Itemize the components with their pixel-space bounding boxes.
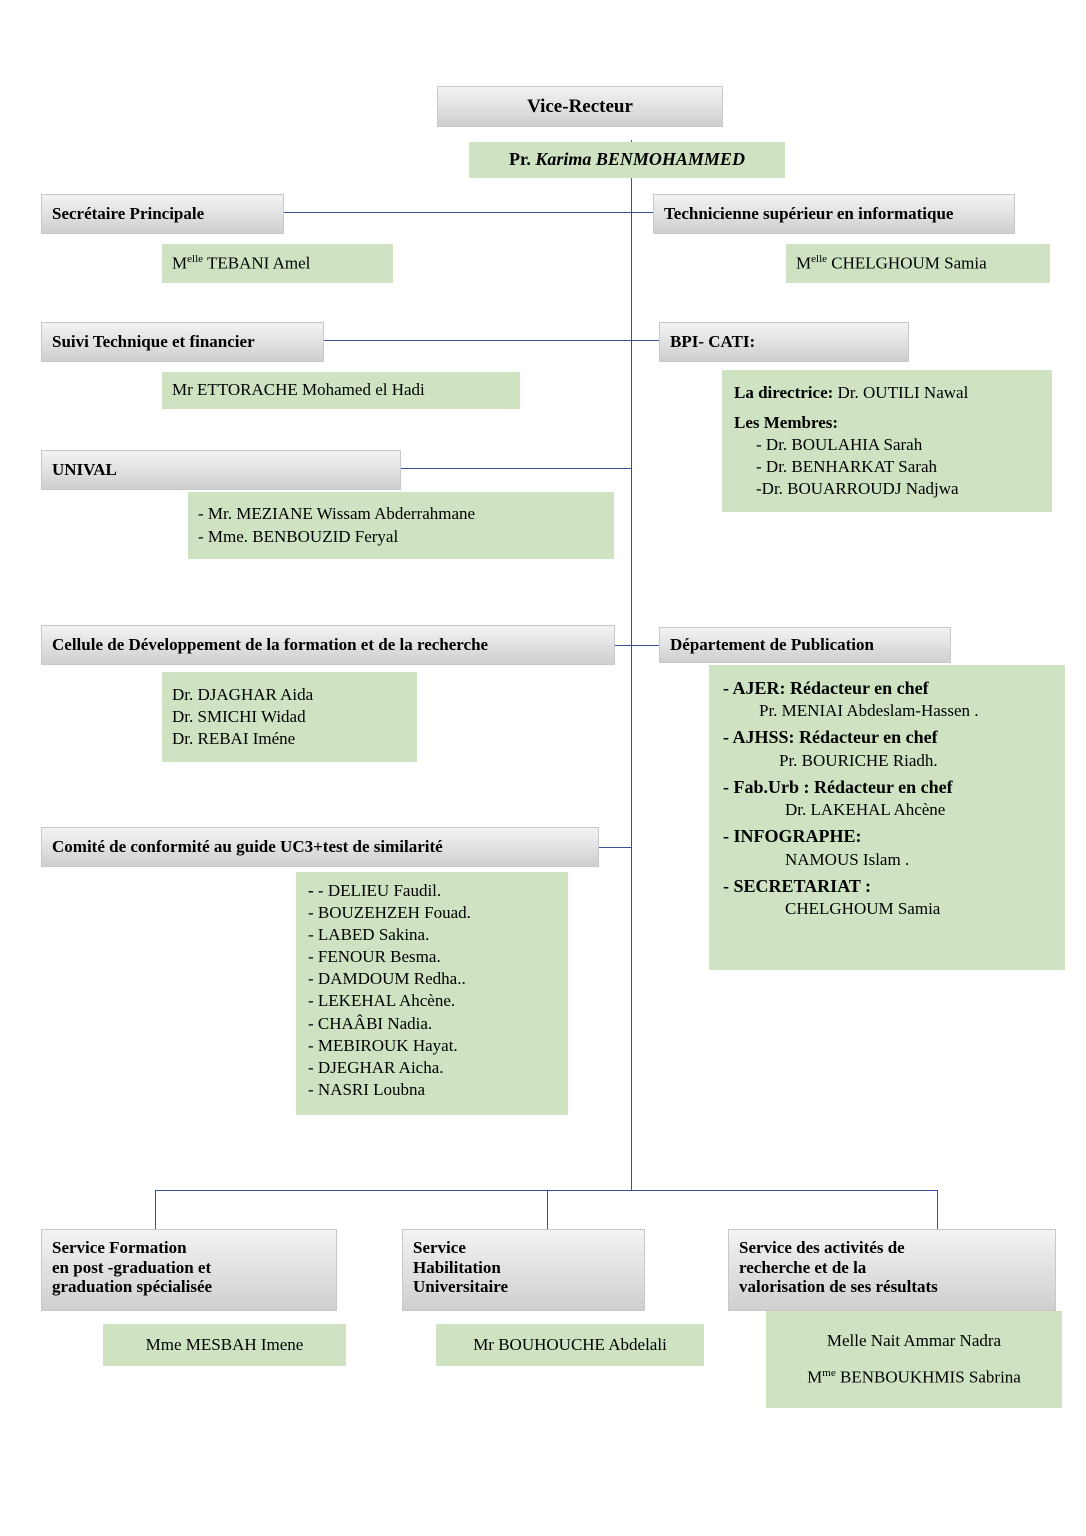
comite-member-3: - LABED Sakina. xyxy=(308,925,430,945)
departement-publication-title-text: Département de Publication xyxy=(670,635,874,655)
unival-member-2: - Mme. BENBOUZID Feryal xyxy=(198,526,399,546)
node-suivi-technique-person xyxy=(162,372,520,409)
node-unival-members xyxy=(188,492,614,559)
bpi-cati-member-3: -Dr. BOUARROUDJ Nadjwa xyxy=(756,479,959,499)
service-recherche-person-2: $M^{me}$ BENBOUKHMIS Sabrina xyxy=(807,1367,1021,1387)
bpi-cati-member-1: - Dr. BOULAHIA Sarah xyxy=(756,434,923,454)
suivi-technique-title-text: Suivi Technique et financier xyxy=(52,332,255,352)
node-suivi-technique-title xyxy=(41,322,324,362)
connector-service-formation-drop xyxy=(155,1190,156,1232)
connector-main-vertical xyxy=(631,140,632,1190)
comite-member-7: - CHAÂBI Nadia. xyxy=(308,1013,433,1033)
unival-title-text: UNIVAL xyxy=(52,460,117,480)
connector-secretaire xyxy=(283,212,632,213)
node-service-formation-person xyxy=(103,1324,346,1366)
suivi-technique-person-text: Mr ETTORACHE Mohamed el Hadi xyxy=(172,380,425,400)
node-comite-members xyxy=(296,872,568,1115)
comite-member-4: - FENOUR Besma. xyxy=(308,947,441,967)
connector-cellule xyxy=(614,645,632,646)
node-unival-title xyxy=(41,450,401,490)
service-recherche-person-1: Melle Nait Ammar Nadra xyxy=(826,1331,1002,1351)
node-service-formation-title xyxy=(41,1229,337,1311)
node-comite-title xyxy=(41,827,599,867)
service-recherche-title-text: Service des activités de recherche et de la valorisation de ses résultats xyxy=(739,1238,938,1297)
node-departement-publication-entries xyxy=(709,665,1065,970)
connector-departement xyxy=(631,645,659,646)
secretaire-principale-person-text: $M^{elle}$ TEBANI Amel xyxy=(172,253,311,273)
node-secretaire-principale-title xyxy=(41,194,284,234)
departement-entry-3: - Fab.Urb : Rédacteur en chef Dr. LAKEHAL Ahcène xyxy=(723,776,953,820)
connector-service-habilitation-drop xyxy=(547,1190,548,1232)
bpi-cati-membres-label: Les Membres: xyxy=(734,412,839,432)
node-bpi-cati-title xyxy=(659,322,909,362)
node-technicienne-person xyxy=(786,244,1050,283)
departement-entry-4: - INFOGRAPHE: NAMOUS Islam . xyxy=(723,826,910,869)
service-formation-person-text: Mme MESBAH Imene xyxy=(145,1334,304,1354)
comite-member-6: - LEKEHAL Ahcène. xyxy=(308,991,456,1011)
bpi-cati-member-2: - Dr. BENHARKAT Sarah xyxy=(756,457,938,477)
comite-member-1: - - DELIEU Faudil. xyxy=(308,881,442,900)
comite-member-10: - NASRI Loubna xyxy=(308,1079,426,1099)
node-vice-recteur-person xyxy=(469,142,785,178)
comite-member-1-text: - DELIEU Faudil. xyxy=(317,881,442,900)
bpi-cati-title-text: BPI- CATI: xyxy=(670,332,756,352)
node-service-habilitation-title xyxy=(402,1229,645,1311)
departement-entry-2: - AJHSS: Rédacteur en chef Pr. BOURICHE Riadh. xyxy=(723,727,938,770)
service-habilitation-person-text: Mr BOUHOUCHE Abdelali xyxy=(473,1334,667,1354)
technicienne-title-text: Technicienne supérieur en informatique xyxy=(664,204,954,224)
technicienne-person-text: $M^{elle}$ CHELGHOUM Samia xyxy=(796,253,987,273)
node-cellule-title xyxy=(41,625,615,665)
node-departement-publication-title xyxy=(659,627,951,663)
connector-unival xyxy=(400,468,632,469)
node-bpi-cati-members xyxy=(722,370,1052,512)
node-cellule-members xyxy=(162,672,417,762)
service-habilitation-title-text: Service Habilitation Universitaire xyxy=(413,1238,509,1297)
service-formation-title-text: Service Formation en post -graduation et graduation spécialisée xyxy=(52,1238,213,1297)
connector-suivi xyxy=(323,340,632,341)
node-service-habilitation-person xyxy=(436,1324,704,1366)
comite-member-2: - BOUZEHZEH Fouad. xyxy=(308,903,471,923)
node-service-recherche-title xyxy=(728,1229,1056,1311)
connector-bpi xyxy=(631,340,659,341)
node-technicienne-title xyxy=(653,194,1015,234)
departement-entry-1: - AJER: Rédacteur en chef Pr. MENIAI Abdeslam-Hassen . xyxy=(723,678,979,721)
connector-service-recherche-drop xyxy=(937,1190,938,1232)
cellule-member-3: Dr. REBAI Iméne xyxy=(172,729,296,749)
bpi-cati-directrice: La directrice: Dr. OUTILI Nawal xyxy=(734,382,969,402)
node-secretaire-principale-person xyxy=(162,244,393,283)
connector-bottom-bus xyxy=(155,1190,937,1191)
comite-member-8: - MEBIROUK Hayat. xyxy=(308,1035,458,1055)
unival-member-1: - Mr. MEZIANE Wissam Abderrahmane xyxy=(198,504,476,524)
vice-recteur-person-text: Pr. Karima BENMOHAMMED xyxy=(509,149,745,170)
node-service-recherche-persons xyxy=(766,1311,1062,1408)
comite-member-9: - DJEGHAR Aicha. xyxy=(308,1057,444,1077)
comite-member-5: - DAMDOUM Redha.. xyxy=(308,969,466,989)
comite-title-text: Comité de conformité au guide UC3+test de similarité xyxy=(52,837,443,857)
node-vice-recteur-title xyxy=(437,86,723,127)
cellule-member-1: Dr. DJAGHAR Aida xyxy=(172,684,314,704)
secretaire-principale-title-text: Secrétaire Principale xyxy=(52,204,205,224)
vice-recteur-title-text: Vice-Recteur xyxy=(527,95,633,117)
departement-entry-5: - SECRETARIAT : CHELGHOUM Samia xyxy=(723,875,941,919)
cellule-member-2: Dr. SMICHI Widad xyxy=(172,706,306,726)
cellule-title-text: Cellule de Développement de la formation et de la recherche xyxy=(52,635,489,655)
